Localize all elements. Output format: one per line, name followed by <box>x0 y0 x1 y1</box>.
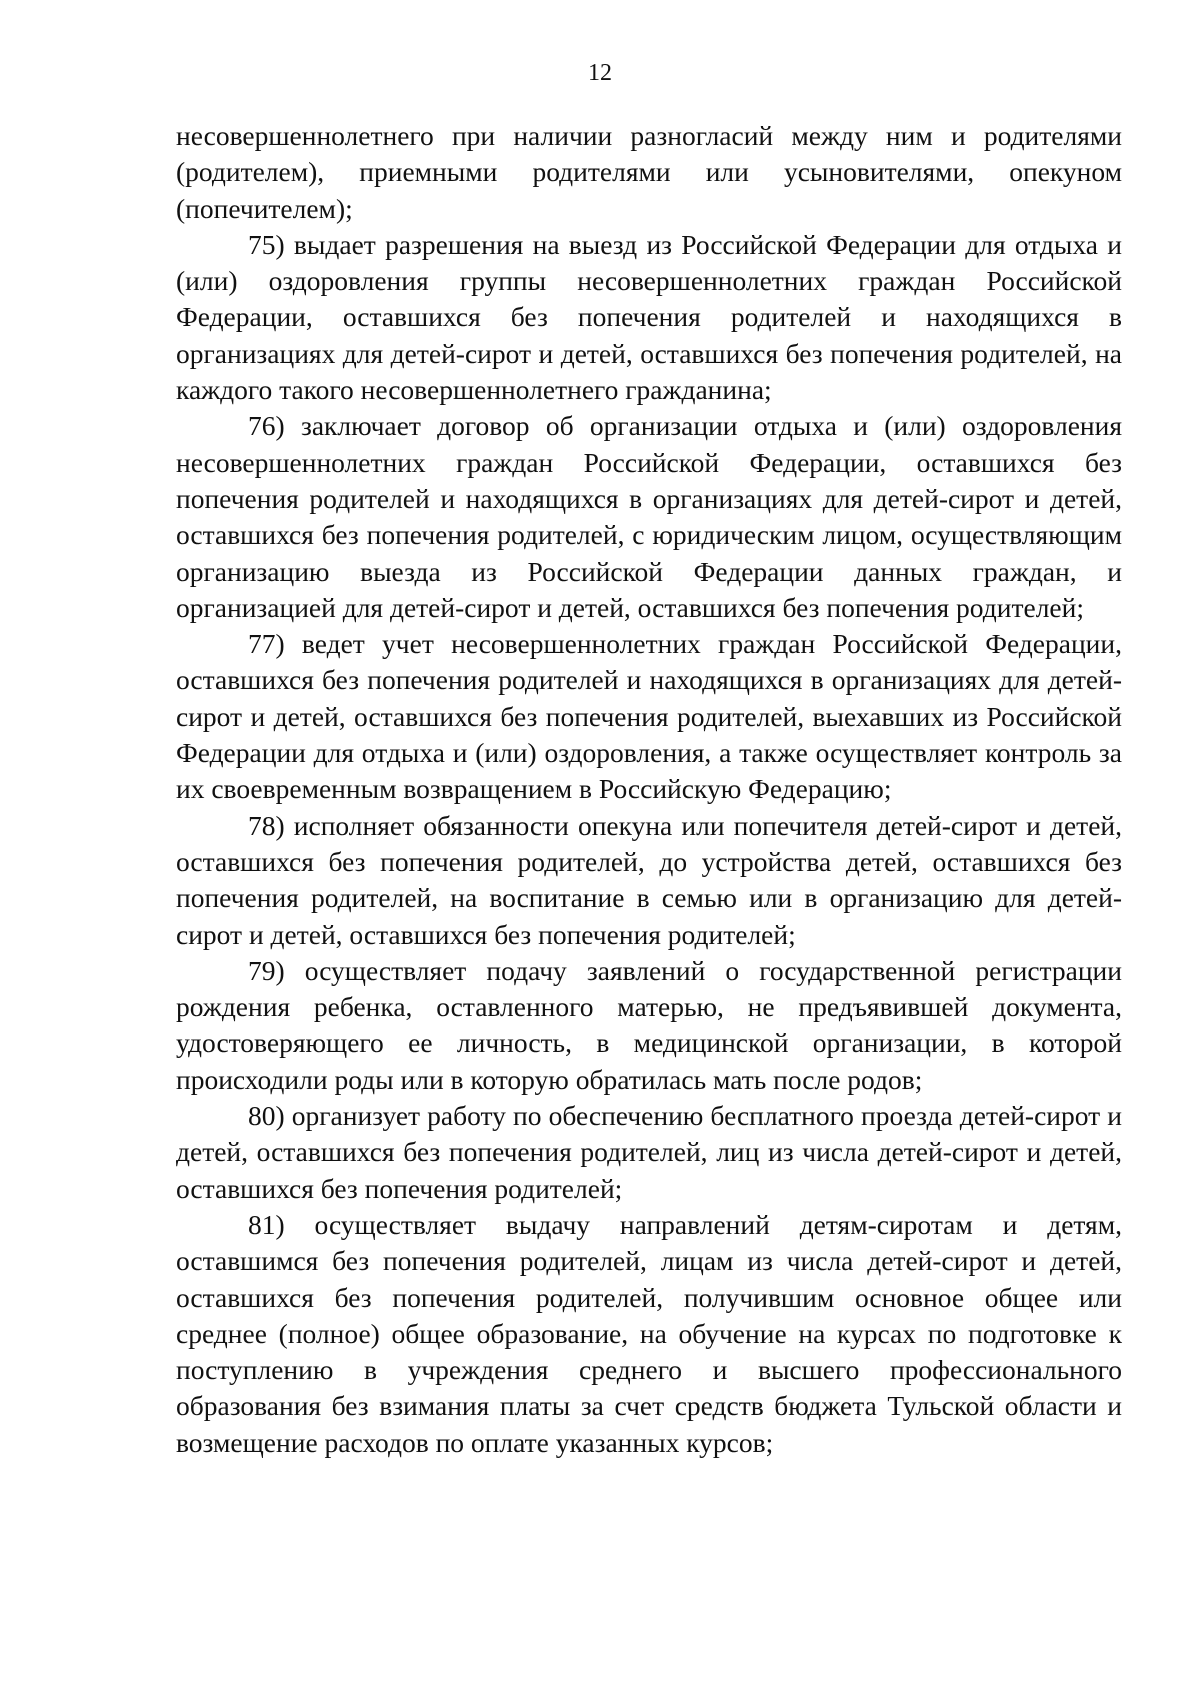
paragraph-79: 79) осуществляет подачу заявлений о государственной регистрации рождения ребенка, оставленного матерью, не предъявившей документа, удостоверяющего ее личность, в медицинской организации, в которой происходили роды или в которую обратилась мать после родов; <box>176 954 1122 1095</box>
paragraph-76: 76) заключает договор об организации отдыха и (или) оздоровления несовершеннолетних граждан Российской Федерации, оставшихся без попечения родителей и находящихся в организациях для детей-сирот и детей, оставшихся без попечения родителей, с юридическим лицом, осуществляющим организацию выезда из Российской Федерации данных граждан, и организацией для детей-сирот и детей, оставшихся без попечения родителей; <box>176 410 1122 623</box>
paragraph-75: 75) выдает разрешения на выезд из Российской Федерации для отдыха и (или) оздоровления группы несовершеннолетних граждан Российской Федерации, оставшихся без попечения родителей и находящихся в организациях для детей-сирот и детей, оставшихся без попечения родителей, на каждого такого несовершеннолетнего гражданина; <box>176 228 1122 406</box>
document-body <box>176 118 1122 1461</box>
paragraph-81: 81) осуществляет выдачу направлений детям-сиротам и детям, оставшимся без попечения родителей, лицам из числа детей-сирот и детей, оставшихся без попечения родителей, получившим основное общее или среднее (полное) общее образование, на обучение на курсах по подготовке к поступлению в учреждения среднего и высшего профессионального образования без взимания платы за счет средств бюджета Тульской области и возмещение расходов по оплате указанных курсов; <box>176 1208 1122 1458</box>
paragraph-78: 78) исполняет обязанности опекуна или попечителя детей-сирот и детей, оставшихся без попечения родителей, до устройства детей, оставшихся без попечения родителей, на воспитание в семью или в организацию для детей-сирот и детей, оставшихся без попечения родителей; <box>176 809 1122 950</box>
page-number: 12 <box>588 60 612 86</box>
paragraph-74-continuation: несовершеннолетнего при наличии разногласий между ним и родителями (родителем), приемными родителями или усыновителями, опекуном (попечителем); <box>176 120 1122 224</box>
paragraph-80: 80) организует работу по обеспечению бесплатного проезда детей-сирот и детей, оставшихся без попечения родителей, лиц из числа детей-сирот и детей, оставшихся без попечения родителей; <box>176 1100 1122 1204</box>
paragraph-77: 77) ведет учет несовершеннолетних граждан Российской Федерации, оставшихся без попечения родителей и находящихся в организациях для детей-сирот и детей, оставшихся без попечения родителей, выехавших из Российской Федерации для отдыха и (или) оздоровления, а также осуществляет контроль за их своевременным возвращением в Российскую Федерацию; <box>176 628 1122 805</box>
